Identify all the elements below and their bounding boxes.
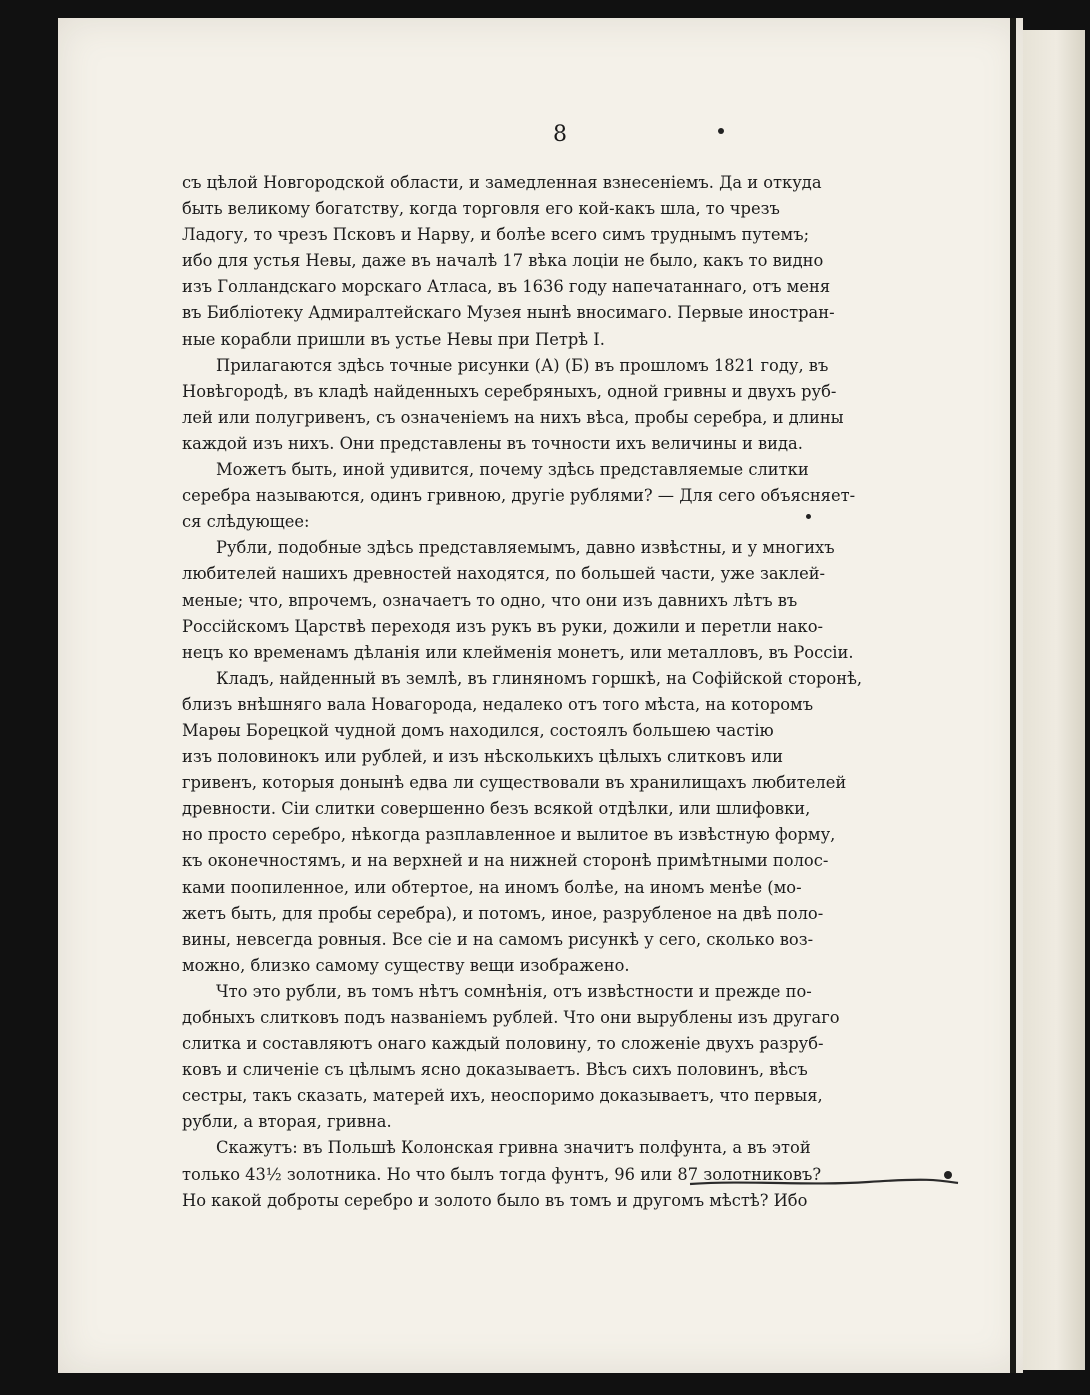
text-line: вины, невсегда ровныя. Все сіе и на самомъ рисункѣ у сего, сколько воз- bbox=[182, 929, 814, 949]
text-line: только 43½ золотника. Но что былъ тогда фунтъ, 96 или 87 золотниковъ? bbox=[182, 1164, 822, 1184]
text-line: любителей нашихъ древностей находятся, по большей части, уже заклей- bbox=[182, 564, 826, 584]
text-line: но просто серебро, нѣкогда разплавленное и вылитое въ извѣстную форму, bbox=[182, 825, 836, 845]
ink-speck bbox=[944, 1171, 952, 1179]
text-line: Прилагаются здѣсь точные рисунки (А) (Б) въ прошломъ 1821 году, въ bbox=[216, 355, 829, 375]
page-body-text bbox=[182, 170, 958, 1214]
text-line: гривенъ, которыя донынѣ едва ли существовали въ хранилищахъ любителей bbox=[182, 773, 847, 793]
text-line: Но какой доброты серебро и золото было въ томъ и другомъ мѣстѣ? Ибо bbox=[182, 1190, 808, 1210]
text-line: къ оконечностямъ, и на верхней и на нижней сторонѣ примѣтными полос- bbox=[182, 851, 829, 871]
text-line: Кладъ, найденный въ землѣ, въ глиняномъ горшкѣ, на Софійской сторонѣ, bbox=[216, 668, 863, 688]
text-line: съ цѣлой Новгородской области, и замедленная взнесеніемъ. Да и откуда bbox=[182, 173, 822, 192]
handwritten-underline-mark bbox=[688, 1176, 960, 1190]
text-line: рубли, а вторая, гривна. bbox=[182, 1112, 392, 1132]
text-line: древности. Сіи слитки совершенно безъ всякой отдѣлки, или шлифовки, bbox=[182, 799, 811, 819]
text-line: Рубли, подобные здѣсь представляемымъ, давно извѣстны, и у многихъ bbox=[216, 538, 835, 558]
text-line: ся слѣдующее: bbox=[182, 512, 310, 532]
text-line: Ладогу, то чрезъ Псковъ и Нарву, и болѣе всего симъ труднымъ путемъ; bbox=[182, 225, 810, 245]
text-line: ками поопиленное, или обтертое, на иномъ болѣе, на иномъ менѣе (мо- bbox=[182, 877, 802, 897]
ink-speck bbox=[806, 514, 811, 519]
text-line: ковъ и сличеніе съ цѣлымъ ясно доказываетъ. Вѣсъ сихъ половинъ, вѣсъ bbox=[182, 1060, 808, 1080]
text-line: меные; что, впрочемъ, означаетъ то одно, что они изъ давнихъ лѣтъ въ bbox=[182, 590, 798, 610]
text-line: ные корабли пришли въ устье Невы при Петрѣ I. bbox=[182, 329, 605, 349]
text-line: Скажутъ: въ Польшѣ Колонская гривна значитъ полфунта, а въ этой bbox=[216, 1138, 811, 1158]
text-line: ибо для устья Невы, даже въ началѣ 17 вѣка лоціи не было, какъ то видно bbox=[182, 251, 824, 271]
text-line: жетъ быть, для пробы серебра), и потомъ, иное, разрубленое на двѣ поло- bbox=[182, 903, 824, 923]
text-line: быть великому богатству, когда торговля его кой-какъ шла, то чрезъ bbox=[182, 199, 780, 219]
text-line: нецъ ко временамъ дѣланія или клейменія монетъ, или металловъ, въ Россіи. bbox=[182, 642, 854, 662]
page-fold-shadow bbox=[1010, 18, 1016, 1373]
next-page-edge bbox=[1013, 30, 1085, 1370]
text-line: добныхъ слитковъ подъ названіемъ рублей. Что они вырублены изъ другаго bbox=[182, 1008, 840, 1027]
text-line: близъ внѣшняго вала Новагорода, недалеко отъ того мѣста, на которомъ bbox=[182, 694, 814, 714]
text-line: серебра называются, одинъ гривною, другіе рублями? — Для сего объясняет- bbox=[182, 486, 856, 506]
text-line: изъ Голландскаго морскаго Атласа, въ 1636 году напечатаннаго, отъ меня bbox=[182, 277, 831, 297]
text-line: изъ половинокъ или рублей, и изъ нѣсколькихъ цѣлыхъ слитковъ или bbox=[182, 747, 784, 767]
text-line: Что это рубли, въ томъ нѣтъ сомнѣнія, отъ извѣстности и прежде по- bbox=[216, 981, 812, 1001]
text-line: сестры, такъ сказать, матерей ихъ, неоспоримо доказываетъ, что первыя, bbox=[182, 1086, 823, 1106]
text-line: въ Библіотеку Адмиралтейскаго Музея нынѣ вносимаго. Первые иностран- bbox=[182, 303, 835, 323]
text-line: Можетъ быть, иной удивится, почему здѣсь представляемые слитки bbox=[216, 460, 809, 480]
text-line: лей или полугривенъ, съ означеніемъ на нихъ вѣса, пробы серебра, и длины bbox=[182, 407, 844, 427]
page-number: 8 bbox=[553, 122, 567, 147]
text-line: можно, близко самому существу вещи изображено. bbox=[182, 955, 630, 975]
text-line: Новѣгородѣ, въ кладѣ найденныхъ серебряныхъ, одной гривны и двухъ руб- bbox=[182, 381, 837, 401]
text-line: Россійскомъ Царствѣ переходя изъ рукъ въ руки, дожили и перетли нако- bbox=[182, 616, 824, 636]
text-line: каждой изъ нихъ. Они представлены въ точности ихъ величины и вида. bbox=[182, 433, 803, 453]
ink-speck bbox=[718, 128, 724, 134]
text-line: Марѳы Борецкой чудной домъ находился, состоялъ большею частію bbox=[182, 720, 774, 740]
text-line: слитка и составляютъ онаго каждый половину, то сложеніе двухъ разруб- bbox=[182, 1034, 824, 1054]
